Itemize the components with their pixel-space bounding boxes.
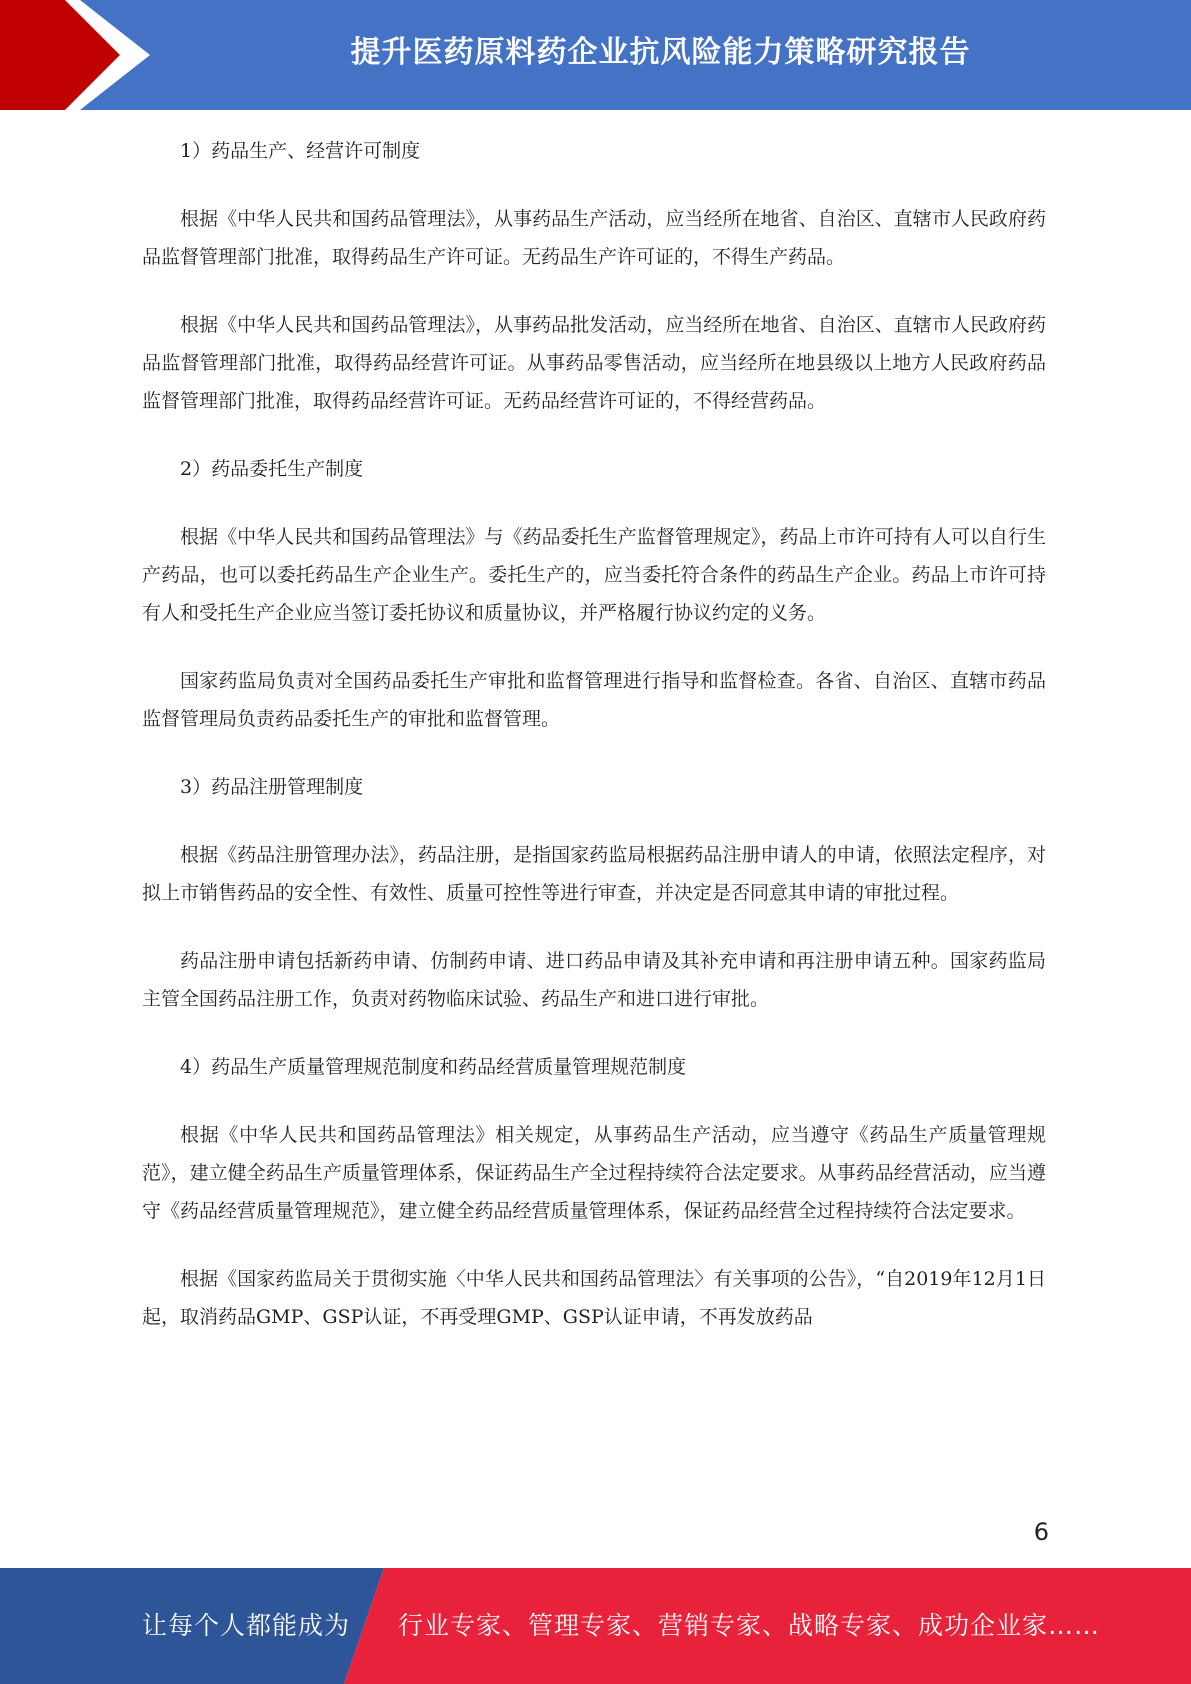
page-number: 6	[1033, 1518, 1049, 1546]
page-footer	[0, 1568, 1191, 1684]
section-heading: 1）药品生产、经营许可制度	[180, 140, 421, 162]
body-paragraph: 根据《药品注册管理办法》，药品注册，是指国家药监局根据药品注册申请人的申请，依照法定程序，对拟上市销售药品的安全性、有效性、质量可控性等进行审查，并决定是否同意其申请的审批过程。	[142, 844, 1046, 904]
footer-slogan-right: 行业专家、管理专家、营销专家、战略专家、成功企业家……	[398, 1611, 1101, 1640]
document-title: 提升医药原料药企业抗风险能力策略研究报告	[350, 35, 971, 70]
body-paragraph: 国家药监局负责对全国药品委托生产审批和监督管理进行指导和监督检查。各省、自治区、直辖市药品监督管理局负责药品委托生产的审批和监督管理。	[142, 670, 1046, 730]
body-paragraph: 根据《国家药监局关于贯彻实施〈中华人民共和国药品管理法〉有关事项的公告》，“自2019年12月1日起，取消药品GMP、GSP认证，不再受理GMP、GSP认证申请，不再发放药品	[142, 1268, 1046, 1328]
section-heading: 4）药品生产质量管理规范制度和药品经营质量管理规范制度	[180, 1056, 687, 1078]
body-paragraph: 根据《中华人民共和国药品管理法》，从事药品生产活动，应当经所在地省、自治区、直辖市人民政府药品监督管理部门批准，取得药品生产许可证。无药品生产许可证的，不得生产药品。	[142, 208, 1046, 268]
document-body	[142, 132, 1046, 1366]
page-header	[0, 0, 1191, 110]
body-paragraph: 根据《中华人民共和国药品管理法》与《药品委托生产监督管理规定》，药品上市许可持有人可以自行生产药品，也可以委托药品生产企业生产。委托生产的，应当委托符合条件的药品生产企业。药品上市许可持有人和受托生产企业应当签订委托协议和质量协议，并严格履行协议约定的义务。	[142, 526, 1046, 624]
body-paragraph: 根据《中华人民共和国药品管理法》，从事药品批发活动，应当经所在地省、自治区、直辖市人民政府药品监督管理部门批准，取得药品经营许可证。从事药品零售活动，应当经所在地县级以上地方人民政府药品监督管理部门批准，取得药品经营许可证。无药品经营许可证的，不得经营药品。	[142, 314, 1046, 412]
section-heading: 3）药品注册管理制度	[180, 776, 364, 798]
footer-slogan-left: 让每个人都能成为	[142, 1611, 351, 1640]
section-heading: 2）药品委托生产制度	[180, 458, 364, 480]
body-paragraph: 药品注册申请包括新药申请、仿制药申请、进口药品申请及其补充申请和再注册申请五种。国家药监局主管全国药品注册工作，负责对药物临床试验、药品生产和进口进行审批。	[142, 950, 1046, 1010]
body-paragraph: 根据《中华人民共和国药品管理法》相关规定，从事药品生产活动，应当遵守《药品生产质量管理规范》，建立健全药品生产质量管理体系，保证药品生产全过程持续符合法定要求。从事药品经营活动，应当遵守《药品经营质量管理规范》，建立健全药品经营质量管理体系，保证药品经营全过程持续符合法定要求。	[142, 1124, 1046, 1222]
